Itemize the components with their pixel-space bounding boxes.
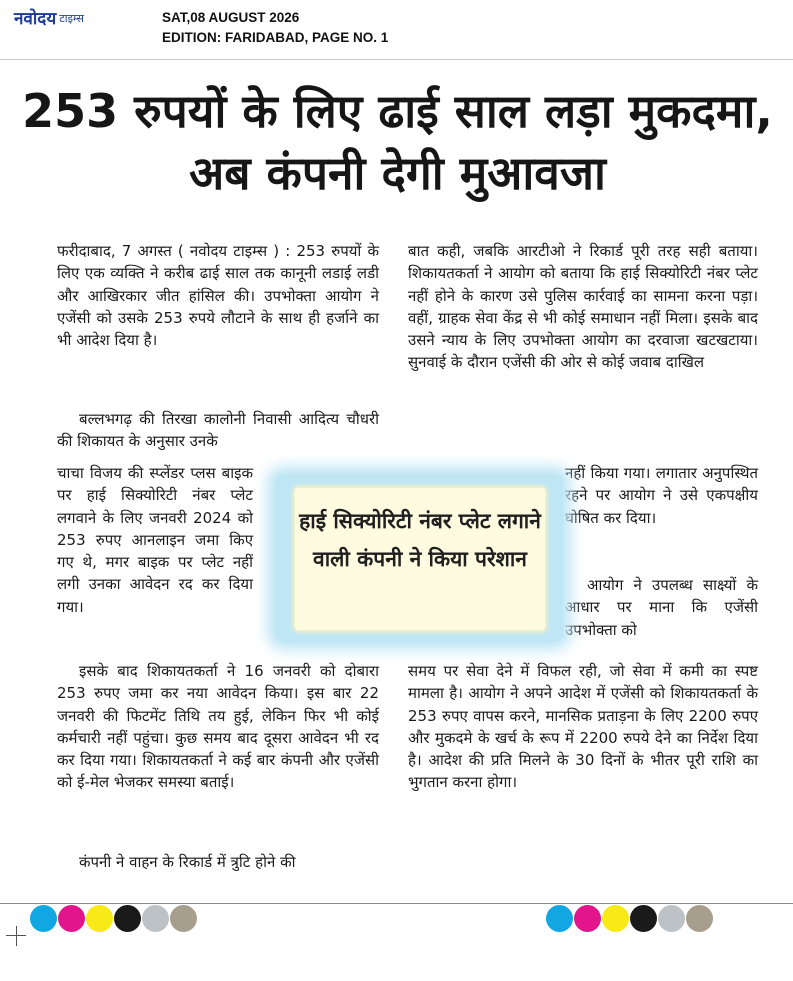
- pull-quote: [275, 474, 563, 642]
- logo-sub-text: टाइम्स: [59, 12, 84, 25]
- yellow-swatch: [86, 905, 113, 932]
- tan-swatch: [686, 905, 713, 932]
- article-paragraph: समय पर सेवा देने में विफल रही, जो सेवा में कमी का स्पष्ट मामला है। आयोग ने अपने आदेश में एजेंसी को शिकायतकर्ता के 253 रुपए वापस करने, मानसिक प्रताड़ना के लिए 2200 रुपए और मुकदमे के खर्च के रूप में 2200 रुपये देने का निर्देश दिया है। आदेश की प्रति मिलने के 30 दिनों के भीतर पूरी राशि का भुगतान करना होगा।: [408, 662, 758, 792]
- color-registration-swatches: [546, 905, 713, 932]
- cyan-swatch: [30, 905, 57, 932]
- article-paragraph: फरीदाबाद, 7 अगस्त ( नवोदय टाइम्स ) : 253 रुपयों के लिए एक व्यक्ति ने करीब ढाई साल तक कानूनी लडाई लडी और आखिरकार जीत हांसिल की। उपभोक्ता आयोग ने एजेंसी को उसके 253 रुपये लौटाने के साथ ही हर्जाने का भी आदेश दिया है।: [57, 242, 379, 350]
- pull-quote-box: [295, 488, 545, 630]
- magenta-swatch: [58, 905, 85, 932]
- pull-quote-text: हाई सिक्योरिटी नंबर प्लेट लगाने वाली कंपनी ने किया परेशान: [299, 509, 541, 571]
- gray-swatch: [658, 905, 685, 932]
- gray-swatch: [142, 905, 169, 932]
- date-line: SAT,08 AUGUST 2026: [162, 10, 300, 25]
- article-headline: 253 रुपयों के लिए ढाई साल लड़ा मुकदमा, अब कंपनी देगी मुआवजा: [22, 84, 773, 200]
- color-registration-swatches: [30, 905, 197, 932]
- tan-swatch: [170, 905, 197, 932]
- article-paragraph: बात कही, जबकि आरटीओ ने रिकार्ड पूरी तरह सही बताया। शिकायतकर्ता ने आयोग को बताया कि हाई सिक्योरिटी नंबर प्लेट नहीं होने के कारण उसे पुलिस कार्रवाई का सामना करना पड़ा। वहीं, ग्राहक सेवा केंद्र से भी कोई समाधान नहीं मिला। इसके बाद उसने न्याय के लिए उपभोक्ता आयोग का दरवाजा खटखटाया। सुनवाई के दौरान एजेंसी की ओर से कोई जवाब दाखिल: [408, 242, 758, 372]
- article-paragraph: इसके बाद शिकायतकर्ता ने 16 जनवरी को दोबारा 253 रुपए जमा कर नया आवेदन किया। इस बार 22 जनवरी की फिटमेंट तिथि तय हुई, लेकिन फिर भी कोई कर्मचारी नहीं पहुंचा। कुछ समय बाद दूसरा आवेदन भी रद कर दिया गया। शिकायतकर्ता ने कई बार कंपनी और एजेंसी को ई-मेल भेजकर समस्या बताई।: [57, 662, 379, 792]
- footer-divider: [0, 903, 793, 904]
- article-paragraph: बल्लभगढ़ की तिरखा कालोनी निवासी आदित्य चौधरी की शिकायत के अनुसार उनके: [57, 410, 379, 451]
- logo-main-text: नवोदय: [14, 9, 57, 29]
- page-header: [0, 0, 793, 60]
- newspaper-logo[interactable]: [14, 8, 136, 30]
- header-divider: [0, 59, 793, 60]
- black-swatch: [114, 905, 141, 932]
- article-paragraph: कंपनी ने वाहन के रिकार्ड में त्रुटि होने की: [79, 853, 296, 871]
- article-paragraph: आयोग ने उपलब्ध साक्ष्यों के आधार पर माना कि एजेंसी उपभोक्ता को: [565, 576, 758, 639]
- edition-info: [162, 8, 388, 48]
- crop-mark-icon: [6, 926, 26, 946]
- magenta-swatch: [574, 905, 601, 932]
- edition-line: EDITION: FARIDABAD, PAGE NO. 1: [162, 30, 389, 45]
- article-paragraph: चाचा विजय की स्प्लेंडर प्लस बाइक पर हाई सिक्योरिटी नंबर प्लेट लगवाने के लिए जनवरी 2024 को 253 रुपए आनलाइन जमा किए गए थे, मगर बाइक पर प्लेट नहीं लगी उनका आवेदन रद कर दिया गया।: [57, 464, 253, 616]
- yellow-swatch: [602, 905, 629, 932]
- black-swatch: [630, 905, 657, 932]
- cyan-swatch: [546, 905, 573, 932]
- article-paragraph: नहीं किया गया। लगातार अनुपस्थित रहने पर आयोग ने उसे एकपक्षीय घोषित कर दिया।: [565, 464, 758, 527]
